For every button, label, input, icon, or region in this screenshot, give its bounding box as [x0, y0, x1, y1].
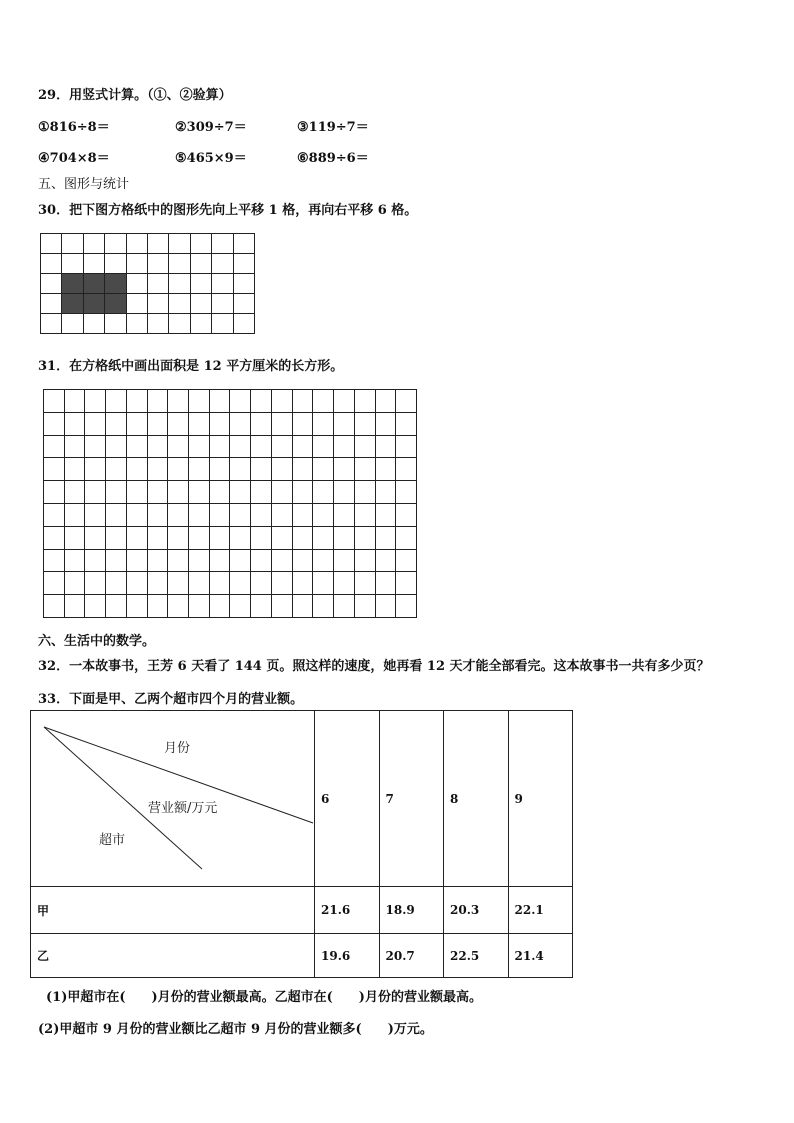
grid-cell — [189, 435, 210, 458]
grid-cell — [292, 390, 313, 413]
q29-item-1: ①816÷8＝ — [38, 120, 110, 135]
table-cell: 22.1 — [508, 887, 573, 934]
grid-cell — [396, 503, 417, 526]
grid-cell — [64, 458, 85, 481]
header-store-label: 超市 — [99, 833, 126, 848]
grid-cell — [168, 595, 189, 618]
grid-cell — [251, 572, 272, 595]
grid-cell — [354, 526, 375, 549]
grid-cell — [354, 412, 375, 435]
grid-cell — [209, 458, 230, 481]
grid-cell — [126, 274, 147, 294]
header-month-label: 月份 — [164, 741, 191, 756]
grid-cell — [230, 458, 251, 481]
grid-cell — [230, 435, 251, 458]
grid-cell — [64, 481, 85, 504]
grid-cell — [168, 481, 189, 504]
grid-cell — [83, 254, 104, 274]
grid-cell — [106, 503, 127, 526]
grid-cell — [334, 390, 355, 413]
grid-cell — [62, 254, 83, 274]
header-unit-label: 营业额/万元 — [148, 801, 218, 816]
grid-cell — [168, 412, 189, 435]
grid-cell — [190, 314, 211, 334]
grid-cell — [44, 412, 65, 435]
grid-cell — [396, 390, 417, 413]
grid-cell-shape — [105, 274, 126, 294]
grid-cell — [251, 481, 272, 504]
grid-cell — [44, 390, 65, 413]
grid-cell — [85, 503, 106, 526]
grid-cell — [313, 390, 334, 413]
grid-cell — [126, 549, 147, 572]
grid-cell — [147, 254, 168, 274]
grid-cell — [375, 481, 396, 504]
grid-cell — [126, 503, 147, 526]
month-header-6: 6 — [315, 711, 380, 887]
grid-cell — [189, 390, 210, 413]
grid-cell — [189, 481, 210, 504]
grid-cell — [375, 526, 396, 549]
grid-cell — [271, 503, 292, 526]
grid-cell — [209, 435, 230, 458]
grid-cell — [271, 526, 292, 549]
grid-cell — [230, 595, 251, 618]
grid-cell — [168, 572, 189, 595]
section-5-title: 五、图形与统计 — [38, 177, 130, 192]
grid-cell — [334, 503, 355, 526]
grid-cell — [251, 390, 272, 413]
grid-cell-shape — [83, 294, 104, 314]
grid-cell — [209, 390, 230, 413]
grid-cell — [375, 458, 396, 481]
grid-cell — [147, 314, 168, 334]
grid-cell — [212, 314, 233, 334]
table-cell: 18.9 — [379, 887, 444, 934]
table-cell: 22.5 — [444, 934, 509, 978]
grid-cell — [147, 412, 168, 435]
grid-cell — [233, 254, 254, 274]
grid-cell — [251, 503, 272, 526]
grid-cell — [64, 435, 85, 458]
grid-cell — [189, 412, 210, 435]
grid-cell — [354, 435, 375, 458]
grid-cell — [375, 435, 396, 458]
grid-cell — [147, 294, 168, 314]
grid-cell — [85, 435, 106, 458]
grid-cell — [313, 435, 334, 458]
grid-cell — [189, 458, 210, 481]
grid-cell — [292, 503, 313, 526]
grid-cell — [85, 549, 106, 572]
q29-item-3: ③119÷7＝ — [297, 120, 369, 135]
grid-cell — [230, 549, 251, 572]
q33-sub-1: (1)甲超市在( )月份的营业额最高。乙超市在( )月份的营业额最高。 — [46, 990, 482, 1005]
grid-cell — [251, 549, 272, 572]
grid-cell — [126, 412, 147, 435]
grid-cell — [62, 314, 83, 334]
grid-cell — [230, 572, 251, 595]
grid-cell — [147, 390, 168, 413]
grid-cell-shape — [83, 274, 104, 294]
grid-cell — [354, 458, 375, 481]
grid-cell — [212, 294, 233, 314]
grid-cell — [106, 595, 127, 618]
grid-cell — [292, 526, 313, 549]
grid-cell — [354, 503, 375, 526]
grid-cell-shape — [62, 294, 83, 314]
table-cell: 20.7 — [379, 934, 444, 978]
table-cell: 21.6 — [315, 887, 380, 934]
grid-cell — [44, 572, 65, 595]
grid-cell — [105, 254, 126, 274]
grid-cell — [354, 390, 375, 413]
grid-cell — [168, 458, 189, 481]
grid-cell — [354, 481, 375, 504]
grid-cell — [212, 234, 233, 254]
grid-cell — [168, 526, 189, 549]
grid-cell — [313, 595, 334, 618]
grid-cell — [354, 572, 375, 595]
grid-cell — [189, 526, 210, 549]
grid-cell — [147, 595, 168, 618]
row-name-jia: 甲 — [31, 887, 315, 934]
month-header-7: 7 — [379, 711, 444, 887]
grid-cell — [271, 481, 292, 504]
grid-cell — [44, 458, 65, 481]
grid-cell — [105, 234, 126, 254]
grid-cell — [169, 274, 190, 294]
month-header-8: 8 — [444, 711, 509, 887]
grid-cell — [292, 595, 313, 618]
grid-cell — [106, 572, 127, 595]
grid-cell — [41, 274, 62, 294]
grid-cell — [209, 549, 230, 572]
grid-cell — [41, 234, 62, 254]
grid-cell — [126, 314, 147, 334]
grid-cell — [396, 549, 417, 572]
q30-title: 30．把下图方格纸中的图形先向上平移 1 格，再向右平移 6 格。 — [38, 203, 418, 218]
grid-cell — [83, 314, 104, 334]
grid-cell — [292, 435, 313, 458]
grid-cell — [313, 503, 334, 526]
grid-cell — [126, 254, 147, 274]
grid-cell — [230, 526, 251, 549]
grid-cell — [168, 390, 189, 413]
grid-cell — [313, 549, 334, 572]
grid-cell — [230, 412, 251, 435]
grid-cell — [396, 412, 417, 435]
grid-cell — [251, 595, 272, 618]
grid-cell — [334, 595, 355, 618]
grid-cell — [271, 595, 292, 618]
grid-cell — [44, 435, 65, 458]
grid-cell — [271, 435, 292, 458]
grid-cell — [126, 458, 147, 481]
q32-title: 32．一本故事书，王芳 6 天看了 144 页。照这样的速度，她再看 12 天才能全部看完。这本故事书一共有多少页？ — [38, 659, 710, 674]
grid-cell — [169, 314, 190, 334]
grid-cell — [126, 526, 147, 549]
grid-cell — [251, 458, 272, 481]
grid-cell — [334, 435, 355, 458]
grid-cell — [375, 572, 396, 595]
grid-cell — [396, 595, 417, 618]
grid-cell — [169, 234, 190, 254]
grid-cell — [334, 481, 355, 504]
grid-cell — [147, 503, 168, 526]
grid-cell — [106, 549, 127, 572]
grid-cell — [334, 412, 355, 435]
grid-cell — [106, 390, 127, 413]
grid-cell — [209, 412, 230, 435]
table-cell: 20.3 — [444, 887, 509, 934]
q33-title: 33．下面是甲、乙两个超市四个月的营业额。 — [38, 692, 304, 707]
grid-cell — [251, 412, 272, 435]
grid-cell — [41, 254, 62, 274]
grid-cell — [209, 481, 230, 504]
q29-item-4: ④704×8＝ — [38, 151, 110, 166]
grid-cell-shape — [105, 294, 126, 314]
grid-cell — [375, 412, 396, 435]
grid-cell — [396, 458, 417, 481]
grid-cell — [375, 503, 396, 526]
grid-cell — [147, 435, 168, 458]
grid-cell — [271, 458, 292, 481]
sales-table — [30, 710, 573, 978]
grid-cell — [106, 481, 127, 504]
q30-grid — [40, 233, 255, 334]
grid-cell — [85, 481, 106, 504]
grid-cell — [230, 481, 251, 504]
grid-cell — [189, 572, 210, 595]
grid-cell — [313, 572, 334, 595]
grid-cell — [126, 435, 147, 458]
grid-cell — [212, 254, 233, 274]
grid-cell — [85, 458, 106, 481]
table-cell: 19.6 — [315, 934, 380, 978]
grid-cell — [126, 390, 147, 413]
grid-cell — [169, 254, 190, 274]
grid-cell — [147, 458, 168, 481]
q31-grid — [43, 389, 417, 618]
grid-cell — [209, 526, 230, 549]
grid-cell — [44, 503, 65, 526]
grid-cell — [375, 390, 396, 413]
grid-cell — [126, 234, 147, 254]
grid-cell — [209, 572, 230, 595]
grid-cell — [292, 572, 313, 595]
grid-cell — [334, 572, 355, 595]
grid-cell — [41, 314, 62, 334]
q29-title: 29．用竖式计算。（①、②验算） — [38, 88, 232, 103]
grid-cell — [189, 549, 210, 572]
q29-item-5: ⑤465×9＝ — [175, 151, 247, 166]
grid-cell — [64, 572, 85, 595]
grid-cell — [169, 294, 190, 314]
grid-cell — [85, 390, 106, 413]
grid-cell — [44, 549, 65, 572]
grid-cell — [44, 526, 65, 549]
grid-cell — [85, 595, 106, 618]
grid-cell — [64, 549, 85, 572]
grid-cell — [271, 572, 292, 595]
grid-cell — [189, 595, 210, 618]
grid-cell — [190, 234, 211, 254]
grid-cell — [292, 549, 313, 572]
grid-cell — [375, 549, 396, 572]
grid-cell — [64, 526, 85, 549]
grid-cell — [44, 481, 65, 504]
grid-cell — [147, 526, 168, 549]
q33-sub-2: (2)甲超市 9 月份的营业额比乙超市 9 月份的营业额多( )万元。 — [38, 1022, 433, 1037]
grid-cell — [64, 503, 85, 526]
grid-cell — [190, 294, 211, 314]
grid-cell — [313, 412, 334, 435]
diagonal-header — [31, 711, 315, 887]
grid-cell — [292, 481, 313, 504]
grid-cell — [334, 549, 355, 572]
section-6-title: 六、生活中的数学。 — [38, 634, 156, 649]
grid-cell — [168, 549, 189, 572]
grid-cell — [209, 595, 230, 618]
row-name-yi: 乙 — [31, 934, 315, 978]
grid-cell — [209, 503, 230, 526]
grid-cell — [44, 595, 65, 618]
grid-cell — [230, 390, 251, 413]
grid-cell — [271, 390, 292, 413]
grid-cell — [251, 435, 272, 458]
grid-cell — [212, 274, 233, 294]
grid-cell — [354, 595, 375, 618]
grid-cell — [147, 481, 168, 504]
grid-cell — [126, 572, 147, 595]
grid-cell — [189, 503, 210, 526]
table-cell: 21.4 — [508, 934, 573, 978]
grid-cell — [313, 458, 334, 481]
grid-cell — [106, 526, 127, 549]
grid-cell — [126, 294, 147, 314]
grid-cell — [396, 526, 417, 549]
grid-cell — [168, 503, 189, 526]
grid-cell — [106, 412, 127, 435]
month-header-9: 9 — [508, 711, 573, 887]
grid-cell — [147, 274, 168, 294]
grid-cell — [233, 314, 254, 334]
grid-cell — [64, 595, 85, 618]
grid-cell — [126, 595, 147, 618]
grid-cell — [292, 458, 313, 481]
grid-cell — [147, 234, 168, 254]
grid-cell — [85, 412, 106, 435]
grid-cell — [126, 481, 147, 504]
grid-cell — [292, 412, 313, 435]
grid-cell — [375, 595, 396, 618]
q29-item-2: ②309÷7＝ — [175, 120, 247, 135]
grid-cell — [85, 526, 106, 549]
grid-cell — [190, 274, 211, 294]
grid-cell — [64, 390, 85, 413]
grid-cell — [106, 458, 127, 481]
grid-cell — [313, 526, 334, 549]
grid-cell — [251, 526, 272, 549]
grid-cell — [64, 412, 85, 435]
grid-cell — [83, 234, 104, 254]
grid-cell — [396, 435, 417, 458]
grid-cell — [147, 572, 168, 595]
grid-cell — [233, 274, 254, 294]
q29-item-6: ⑥889÷6＝ — [297, 151, 369, 166]
grid-cell-shape — [62, 274, 83, 294]
grid-cell — [190, 254, 211, 274]
grid-cell — [271, 549, 292, 572]
grid-cell — [334, 526, 355, 549]
grid-cell — [396, 572, 417, 595]
grid-cell — [168, 435, 189, 458]
q31-title: 31．在方格纸中画出面积是 12 平方厘米的长方形。 — [38, 359, 344, 374]
grid-cell — [233, 234, 254, 254]
grid-cell — [313, 481, 334, 504]
grid-cell — [105, 314, 126, 334]
grid-cell — [354, 549, 375, 572]
grid-cell — [396, 481, 417, 504]
grid-cell — [233, 294, 254, 314]
grid-cell — [106, 435, 127, 458]
grid-cell — [41, 294, 62, 314]
grid-cell — [62, 234, 83, 254]
grid-cell — [230, 503, 251, 526]
grid-cell — [334, 458, 355, 481]
grid-cell — [85, 572, 106, 595]
grid-cell — [271, 412, 292, 435]
grid-cell — [147, 549, 168, 572]
